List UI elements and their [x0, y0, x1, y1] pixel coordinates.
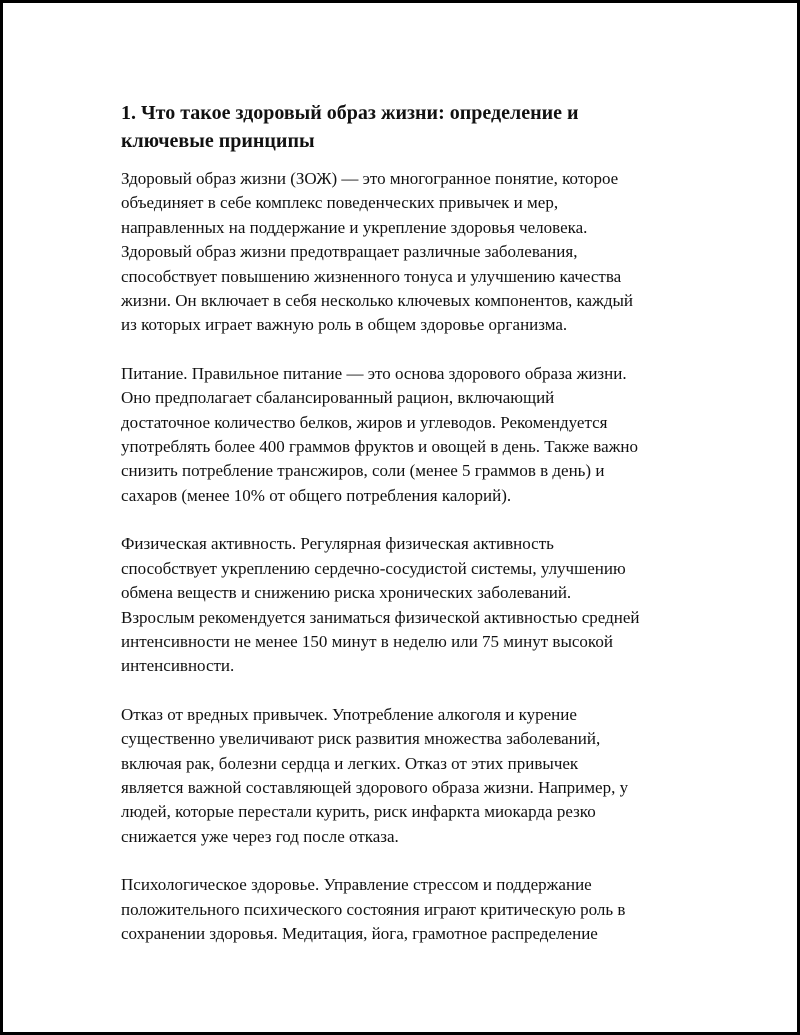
paragraph-intro: Здоровый образ жизни (ЗОЖ) — это многогранное понятие, которое объединяет в себе комплекс поведенческих привычек и мер, направленных на поддержание и укрепление здоровья человека. Здоровый образ жизни предотвращает различные заболевания, способствует повышению жизненного тонуса и улучшению качества жизни. Он включает в себя несколько ключевых компонентов, каждый из которых играет важную роль в общем здоровье организма. [121, 169, 634, 335]
paragraph-psychological-health: Психологическое здоровье. Управление стрессом и поддержание положительного психического состояния играют критическую роль в сохранении здоровья. Медитация, йога, грамотное распределение [121, 875, 626, 943]
section-heading: 1. Что такое здоровый образ жизни: определение и ключевые принципы [121, 102, 579, 152]
paragraph-bad-habits: Отказ от вредных привычек. Употребление алкоголя и курение существенно увеличивают риск развития множества заболеваний, включая рак, болезни сердца и легких. Отказ от этих привычек является важной составляющей здорового образа жизни. Например, у людей, которые перестали курить, риск инфаркта миокарда резко снижается уже через год после отказа. [121, 704, 629, 846]
paragraph-nutrition: Питание. Правильное питание — это основа здорового образа жизни. Оно предполагает сбалансированный рацион, включающий достаточное количество белков, жиров и углеводов. Рекомендуется употреблять более 400 граммов фруктов и овощей в день. Также важно снизить потребление трансжиров, соли (менее 5 граммов в день) и сахаров (менее 10% от общего потребления калорий). [121, 363, 638, 505]
paragraph-physical-activity: Физическая активность. Регулярная физическая активность способствует укреплению сердечно-сосудистой системы, улучшению обмена веществ и снижению риска хронических заболеваний. Взрослым рекомендуется заниматься физической активностью средней интенсивности не менее 150 минут в неделю или 75 минут высокой интенсивности. [121, 534, 640, 676]
page-content [121, 99, 691, 970]
